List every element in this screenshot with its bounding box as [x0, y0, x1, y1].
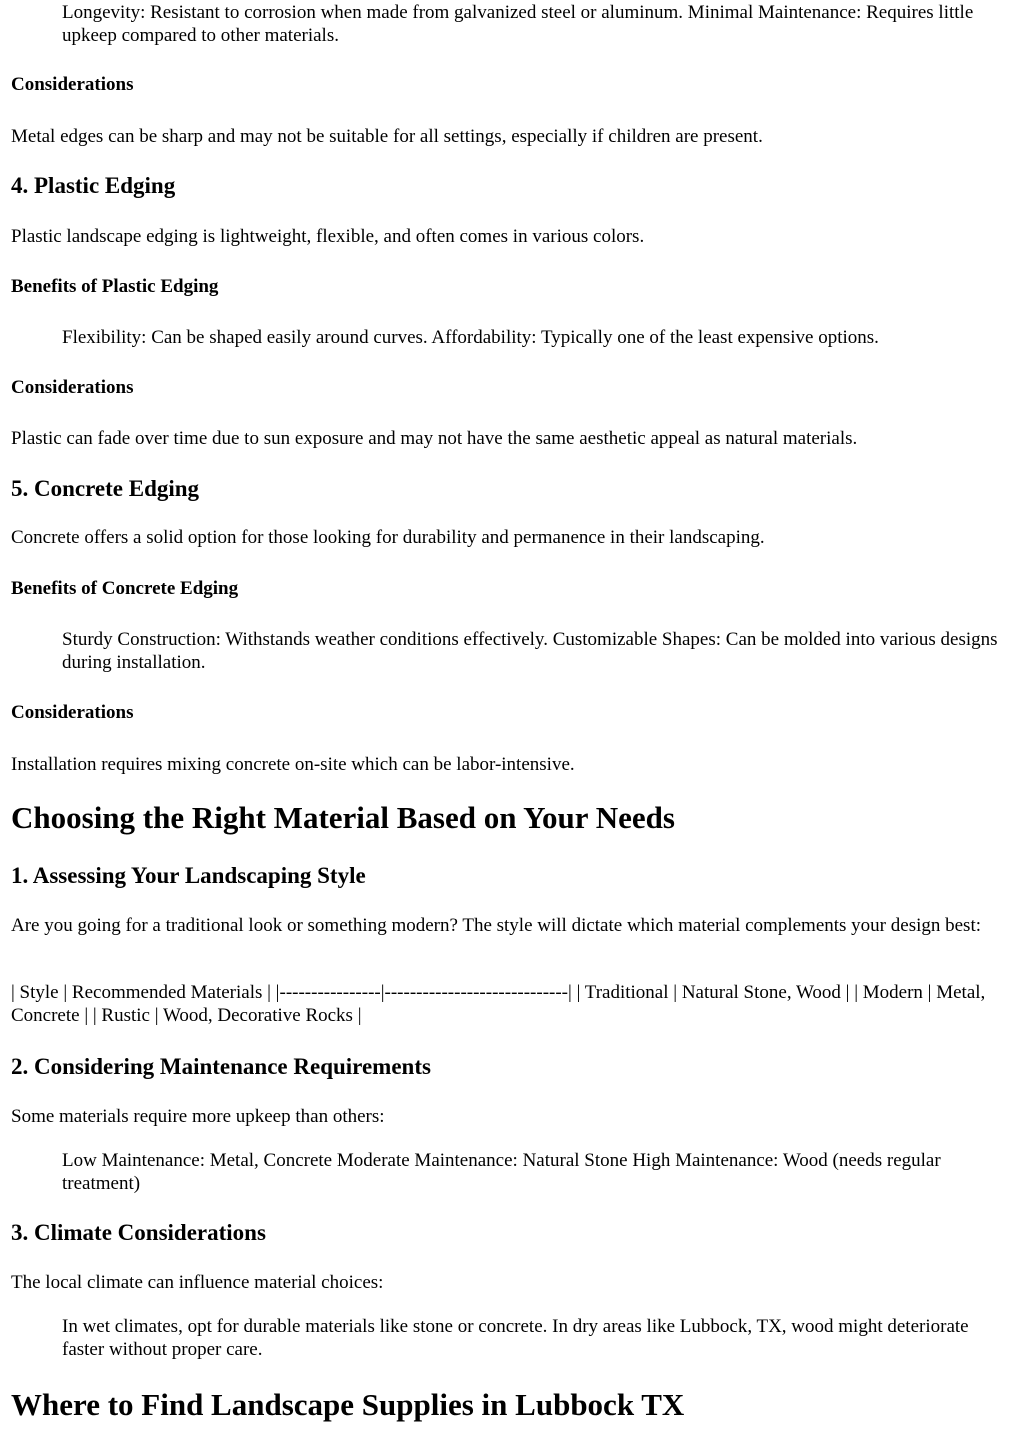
landscape-supplies-heading: Where to Find Landscape Supplies in Lubbock TX — [11, 1387, 685, 1422]
climate-heading: 3. Climate Considerations — [11, 1220, 266, 1245]
maintenance-list: Low Maintenance: Metal, Concrete Moderate Maintenance: Natural Stone High Maintenance: Wood (needs regular treatment) — [62, 1150, 941, 1194]
metal-considerations-text: Metal edges can be sharp and may not be suitable for all settings, especially if children are present. — [11, 126, 763, 147]
plastic-considerations-heading: Considerations — [11, 377, 134, 398]
landscaping-style-heading: 1. Assessing Your Landscaping Style — [11, 863, 366, 888]
concrete-considerations-heading: Considerations — [11, 702, 134, 723]
maintenance-heading: 2. Considering Maintenance Requirements — [11, 1054, 431, 1079]
concrete-benefits-heading: Benefits of Concrete Edging — [11, 578, 239, 599]
metal-benefits-list: Longevity: Resistant to corrosion when made from galvanized steel or aluminum. Minimal Maintenance: Requires little upkeep compared to other materials. — [62, 2, 974, 46]
climate-intro: The local climate can influence material choices: — [11, 1272, 384, 1293]
concrete-edging-intro: Concrete offers a solid option for those looking for durability and permanence in their landscaping. — [11, 527, 765, 548]
concrete-considerations-text: Installation requires mixing concrete on-site which can be labor-intensive. — [11, 754, 575, 775]
plastic-edging-intro: Plastic landscape edging is lightweight, flexible, and often comes in various colors. — [11, 226, 645, 247]
plastic-considerations-text: Plastic can fade over time due to sun exposure and may not have the same aesthetic appeal as natural materials. — [11, 428, 858, 449]
metal-considerations-heading: Considerations — [11, 74, 134, 95]
maintenance-intro: Some materials require more upkeep than others: — [11, 1106, 385, 1127]
concrete-benefits-list: Sturdy Construction: Withstands weather conditions effectively. Customizable Shapes: Can be molded into various designs during installation. — [62, 629, 998, 673]
plastic-edging-heading: 4. Plastic Edging — [11, 173, 176, 198]
concrete-edging-heading: 5. Concrete Edging — [11, 476, 200, 501]
climate-list: In wet climates, opt for durable materials like stone or concrete. In dry areas like Lubbock, TX, wood might deteriorate faster without proper care. — [62, 1316, 969, 1360]
plastic-benefits-heading: Benefits of Plastic Edging — [11, 276, 219, 297]
plastic-benefits-list: Flexibility: Can be shaped easily around curves. Affordability: Typically one of the least expensive options. — [62, 327, 879, 348]
choosing-material-heading: Choosing the Right Material Based on Your Needs — [11, 800, 675, 835]
style-materials-table-text: | Style | Recommended Materials | |----------------|-----------------------------| | Traditional | Natural Stone, Wood | | Modern | Metal, Concrete | | Rustic | Wood, Decorative Rocks | — [11, 982, 986, 1026]
landscaping-style-text: Are you going for a traditional look or something modern? The style will dictate which material complements your design best: — [11, 915, 982, 936]
